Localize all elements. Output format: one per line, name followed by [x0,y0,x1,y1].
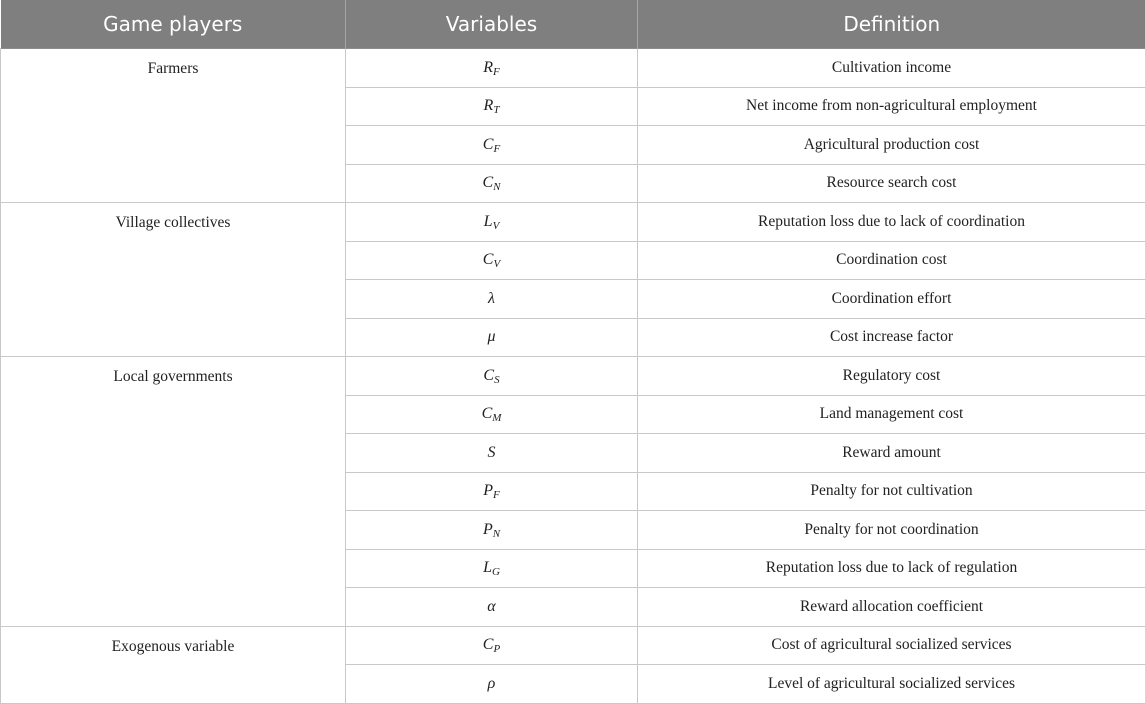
variable-symbol [483,367,499,384]
variable-symbol [487,328,495,345]
variable-base: α [487,598,495,615]
variable-base: R [483,59,493,76]
variable-subscript: N [493,181,500,193]
variable-subscript: M [492,412,501,424]
variable-subscript: F [493,489,500,501]
variable-symbol [483,59,500,76]
definition-cell: Cultivation income [638,49,1145,88]
variable-symbol [483,482,500,499]
game-player-cell: Village collectives [1,203,346,357]
variable-symbol [488,675,496,692]
table-row [1,357,1145,396]
variable-subscript: G [492,566,500,578]
game-player-cell: Exogenous variable [1,626,346,703]
table-row [1,49,1145,88]
variable-cell [346,395,638,434]
variable-symbol [488,444,496,461]
variable-cell [346,434,638,473]
variable-cell [346,49,638,88]
variable-symbol [483,559,500,576]
variable-subscript: N [493,528,500,540]
variable-cell [346,511,638,550]
variable-symbol [483,521,500,538]
table-header [1,0,1145,49]
header-definition: Definition [638,0,1145,49]
variable-base: μ [487,328,495,345]
variable-base: S [488,444,496,461]
variable-symbol [487,598,495,615]
variable-cell [346,665,638,704]
definition-cell: Cost of agricultural socialized services [638,626,1145,665]
definition-cell: Reward allocation coefficient [638,588,1145,627]
variable-cell [346,126,638,165]
variable-symbol [482,174,500,191]
variable-subscript: P [493,643,500,655]
variable-base: P [483,521,493,538]
variable-base: L [484,213,493,230]
definition-cell: Coordination cost [638,241,1145,280]
variable-subscript: F [493,143,500,155]
header-game-players: Game players [1,0,346,49]
variable-base: C [483,367,494,384]
definition-cell: Net income from non-agricultural employment [638,87,1145,126]
variable-base: λ [488,290,495,307]
variable-base: L [483,559,492,576]
variable-base: C [483,251,494,268]
variable-base: R [484,97,494,114]
variable-cell [346,318,638,357]
variable-base: P [483,482,493,499]
variable-symbol [483,136,500,153]
game-player-cell: Farmers [1,49,346,203]
variable-symbol [483,636,500,653]
variable-cell [346,626,638,665]
definition-cell: Reputation loss due to lack of coordination [638,203,1145,242]
header-row [1,0,1145,49]
definition-cell: Reward amount [638,434,1145,473]
variable-subscript: T [493,104,499,116]
variable-symbol [482,405,502,422]
table-body [1,49,1145,704]
variable-symbol [484,97,500,114]
variable-cell [346,87,638,126]
variable-subscript: V [493,258,500,270]
definition-cell: Regulatory cost [638,357,1145,396]
header-variables: Variables [346,0,638,49]
variable-cell [346,549,638,588]
definition-cell: Cost increase factor [638,318,1145,357]
variable-cell [346,241,638,280]
definition-cell: Level of agricultural socialized services [638,665,1145,704]
variable-symbol [484,213,500,230]
variable-base: ρ [488,675,496,692]
variable-symbol [488,290,495,307]
variable-cell [346,472,638,511]
variable-cell [346,588,638,627]
variable-cell [346,280,638,319]
variable-base: C [482,405,493,422]
game-player-cell: Local governments [1,357,346,627]
variable-cell [346,164,638,203]
definition-cell: Penalty for not cultivation [638,472,1145,511]
variable-base: C [483,636,494,653]
variable-subscript: V [493,220,500,232]
definition-cell: Reputation loss due to lack of regulation [638,549,1145,588]
variable-cell [346,357,638,396]
definition-cell: Coordination effort [638,280,1145,319]
variable-base: C [482,174,493,191]
variable-base: C [483,136,494,153]
table-row [1,626,1145,665]
variable-subscript: S [494,374,500,386]
variable-cell [346,203,638,242]
variable-symbol [483,251,500,268]
table-row [1,203,1145,242]
variable-subscript: F [493,66,500,78]
definition-cell: Penalty for not coordination [638,511,1145,550]
definition-cell: Resource search cost [638,164,1145,203]
definition-cell: Land management cost [638,395,1145,434]
definition-cell: Agricultural production cost [638,126,1145,165]
